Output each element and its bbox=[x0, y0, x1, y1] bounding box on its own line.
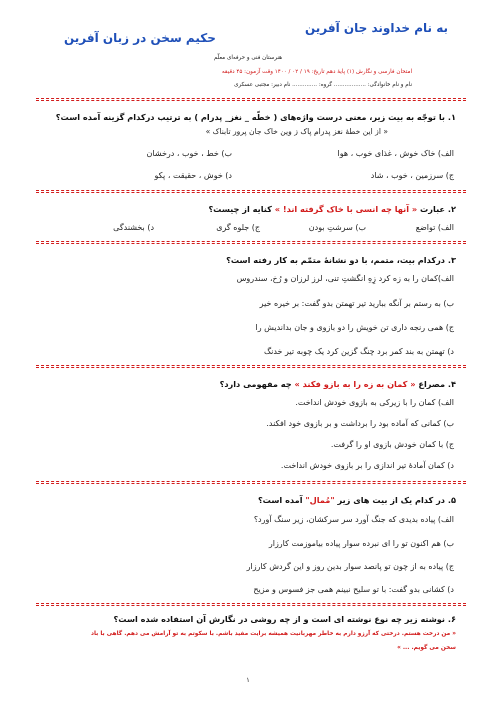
title-left: حکیم سخن در زبان آفرین bbox=[64, 31, 216, 45]
question-5-prompt-post: آمده است؟ bbox=[257, 495, 306, 505]
question-3 bbox=[226, 255, 456, 265]
page-number: ۱ bbox=[246, 676, 250, 684]
question-2-prompt-pre: عبارت bbox=[417, 204, 446, 214]
separator bbox=[36, 190, 466, 191]
question-4-option-d: د) کمان آمادهٔ تیر اندازی را بر بازوی خودش انداخت. bbox=[280, 461, 454, 470]
question-5-option-a: الف) پیاده بدیدی که جنگ آورد سر سرکشان، زیر سنگ آورد؟ bbox=[253, 515, 454, 524]
question-5-option-d: د) کشانی بدو گفت: با تو سلیح نبینم همی جز فسوس و مزیح bbox=[253, 585, 454, 594]
exam-info-line: امتحان فارسی و نگارش (۱) پایهٔ دهم تاریخ: ۱۹ / ۰۲ / ۱۴۰۰ وقت آزمون: ۴۵ دقیقه bbox=[221, 69, 412, 75]
title-right: به نام خداوند جان آفرین bbox=[304, 21, 448, 35]
question-6 bbox=[114, 614, 456, 624]
question-1-option-b: ب) خط ، خوب ، درخشان bbox=[146, 149, 232, 158]
question-4-quote: « کمان به زه را به بازو فکند » bbox=[294, 379, 416, 389]
question-5-option-b: ب) هم اکنون تو را ای نبرده سوار پیاده بیاموزمت کارزار bbox=[268, 539, 454, 548]
question-2 bbox=[208, 204, 456, 214]
question-3-option-d: د) تهمتن به بند کمر برد چنگ گزین کرد یک چوبه تیر خدنگ bbox=[263, 347, 454, 356]
separator bbox=[36, 241, 466, 242]
question-4-option-c: ج) با کمان خودش بازوی او را گرفت. bbox=[330, 440, 454, 449]
separator bbox=[36, 481, 466, 482]
question-5 bbox=[258, 495, 456, 505]
school-name: هنرستان فنی و حرفه‌ای معلّم bbox=[213, 55, 283, 61]
question-1-number: ۱. bbox=[447, 112, 456, 122]
question-1-option-d: د) خوش ، حقیقت ، پکو bbox=[154, 171, 232, 180]
question-5-option-c: ج) پیاده به از چون تو پانصد سوار بدین روز و این گردش کارزار bbox=[246, 562, 454, 571]
question-2-option-b: ب) سرشتِ بودن bbox=[308, 223, 366, 232]
question-5-number: ۵. bbox=[447, 495, 456, 505]
question-6-quote-line-1: « من درخت هستم. درختی که آرزو دارم به خاطر مهربانیت همیشه برایت مفید باشم. با سکوتم به تو آرامش می دهم. گاهی با باد bbox=[91, 631, 456, 637]
question-2-prompt-post: کنایه از چیست؟ bbox=[208, 204, 275, 214]
question-3-option-a: الف)کمان را به زه کرد زِهِ انگشتِ تنی، لرز لرزان و رُخ، سندروس bbox=[236, 274, 454, 283]
question-6-quote-line-2: سخن می گویم. ... » bbox=[397, 645, 456, 651]
separator bbox=[36, 603, 466, 604]
question-1-quote: « از این خطهٔ نغز پدرام پاک ز وین خاک جان پرور تابناک » bbox=[205, 127, 388, 136]
question-1-option-a: الف) خاک خوش ، غذای خوب ، هوا bbox=[337, 149, 454, 158]
question-5-prompt-pre: در کدام یک از بیت های زیر bbox=[334, 495, 446, 505]
question-2-quote: « آنها چه انسی با خاک گرفته اند! » bbox=[274, 204, 418, 214]
question-1 bbox=[56, 112, 456, 122]
question-1-prompt: با توجّه به بیت زیر، معنی درست واژه‌های ( خطّه _ نغز_ پدرام ) به ترتیب درکدام گزینه آمده است؟ bbox=[55, 112, 446, 122]
question-2-number: ۲. bbox=[447, 204, 456, 214]
question-1-option-c: ج) سرزمین ، خوب ، شاد bbox=[370, 171, 454, 180]
question-2-option-a: الف) تواضع bbox=[415, 223, 454, 232]
question-3-option-b: ب) به رستم بر آنگه ببارید تیر تهمتن بدو گفت: بر خیره خیر bbox=[259, 299, 454, 308]
question-3-number: ۳. bbox=[447, 255, 456, 265]
question-3-option-c: ج) همی رنجه داری تن خویش را دو بازوی و جان بداندیش را bbox=[255, 323, 454, 332]
student-info-line: نام و نام خانوادگی: .................. گروه: .............. نام دبیر: مجتبی عسکری bbox=[234, 82, 412, 88]
question-3-prompt: درکدام بیت، متمم، با دو نشانهٔ متمّم به کار رفته است؟ bbox=[226, 255, 446, 265]
separator bbox=[36, 98, 466, 99]
question-4-number: ۴. bbox=[447, 379, 456, 389]
question-4-prompt-post: چه مفهومی دارد؟ bbox=[219, 379, 295, 389]
question-5-quote: "مُمال" bbox=[305, 495, 335, 505]
question-2-option-c: ج) جلوه گری bbox=[216, 223, 260, 232]
question-4-option-b: ب) کمانی که آماده بود را برداشت و بر بازوی خود افکند. bbox=[266, 419, 454, 428]
separator bbox=[36, 365, 466, 366]
question-6-prompt: نوشته زیر چه نوع نوشته ای است و از چه روشی در نگارش آن استفاده شده است؟ bbox=[113, 614, 446, 624]
question-4-prompt-pre: مصراع bbox=[415, 379, 446, 389]
question-4-option-a: الف) کمان را با زیرکی به بازوی خودش انداخت. bbox=[295, 398, 454, 407]
question-2-option-d: د) بخشندگی bbox=[113, 223, 154, 232]
question-6-number: ۶. bbox=[447, 614, 456, 624]
question-4 bbox=[220, 379, 456, 389]
